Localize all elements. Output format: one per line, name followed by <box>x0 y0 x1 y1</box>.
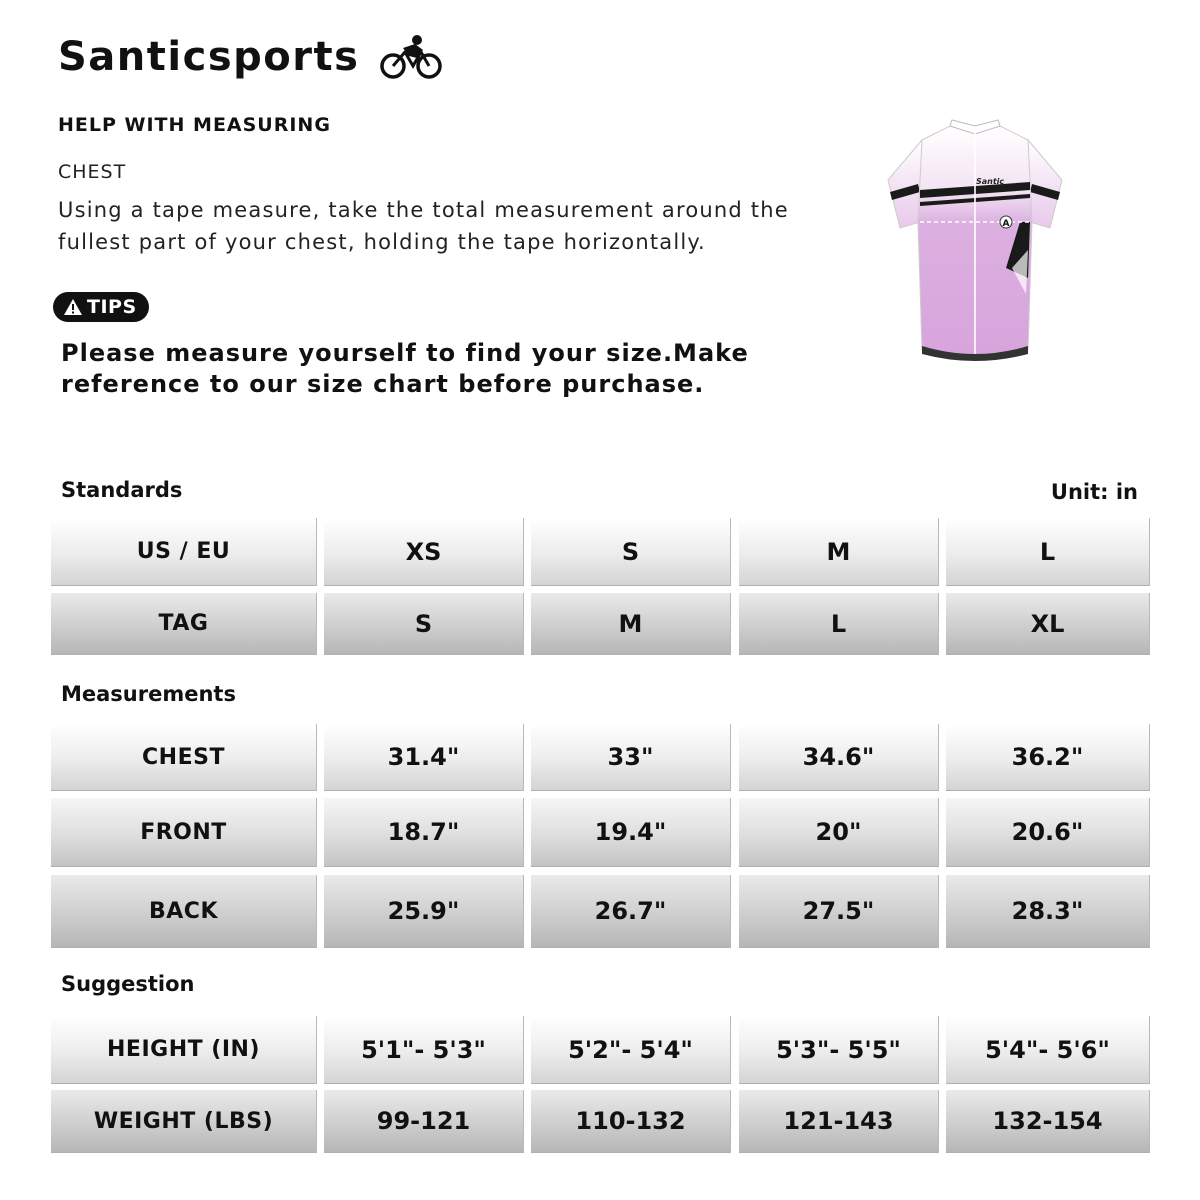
size-cell: XL <box>946 593 1150 655</box>
value-cell: 5'1"- 5'3" <box>324 1016 524 1084</box>
suggestion-label: Suggestion <box>61 972 195 996</box>
size-cell: M <box>739 518 939 586</box>
value-cell: 110-132 <box>531 1090 731 1153</box>
value-cell: 5'2"- 5'4" <box>531 1016 731 1084</box>
value-cell: 99-121 <box>324 1090 524 1153</box>
row-label: WEIGHT (LBS) <box>51 1090 317 1153</box>
help-title: HELP WITH MEASURING <box>58 114 331 136</box>
chest-description: Using a tape measure, take the total measurement around the fullest part of your chest, holding the tape horizontally. <box>58 198 789 254</box>
size-cell: M <box>531 593 731 655</box>
warning-icon <box>63 298 83 316</box>
tips-label: TIPS <box>87 296 137 318</box>
row-label: HEIGHT (IN) <box>51 1016 317 1084</box>
value-cell: 121-143 <box>739 1090 939 1153</box>
brand-name: Santicsports <box>58 34 360 80</box>
tips-badge <box>53 292 149 322</box>
value-cell: 132-154 <box>946 1090 1150 1153</box>
measurements-label: Measurements <box>61 682 236 706</box>
size-cell: S <box>531 518 731 586</box>
value-cell: 34.6" <box>739 724 939 791</box>
chest-label: CHEST <box>58 161 127 183</box>
value-cell: 27.5" <box>739 875 939 948</box>
value-cell: 31.4" <box>324 724 524 791</box>
value-cell: 5'4"- 5'6" <box>946 1016 1150 1084</box>
value-cell: 26.7" <box>531 875 731 948</box>
value-cell: 20.6" <box>946 798 1150 867</box>
value-cell: 36.2" <box>946 724 1150 791</box>
value-cell: 19.4" <box>531 798 731 867</box>
tips-text: Please measure yourself to find your size.Make reference to our size chart before purchase. <box>61 339 749 398</box>
jersey-image <box>880 118 1070 376</box>
brand-header <box>58 34 443 80</box>
unit-label: Unit: in <box>1050 480 1138 504</box>
row-label: TAG <box>51 593 317 655</box>
cyclist-icon <box>379 34 443 80</box>
row-label: BACK <box>51 875 317 948</box>
size-cell: L <box>946 518 1150 586</box>
value-cell: 5'3"- 5'5" <box>739 1016 939 1084</box>
jersey-brand-mark: Santic <box>976 177 1005 186</box>
value-cell: 20" <box>739 798 939 867</box>
size-cell: S <box>324 593 524 655</box>
row-label: FRONT <box>51 798 317 867</box>
size-cell: XS <box>324 518 524 586</box>
value-cell: 25.9" <box>324 875 524 948</box>
measure-marker: A <box>1002 219 1010 229</box>
row-label: CHEST <box>51 724 317 791</box>
value-cell: 33" <box>531 724 731 791</box>
standards-label: Standards <box>61 478 183 502</box>
value-cell: 18.7" <box>324 798 524 867</box>
row-label: US / EU <box>51 518 317 586</box>
size-cell: L <box>739 593 939 655</box>
value-cell: 28.3" <box>946 875 1150 948</box>
